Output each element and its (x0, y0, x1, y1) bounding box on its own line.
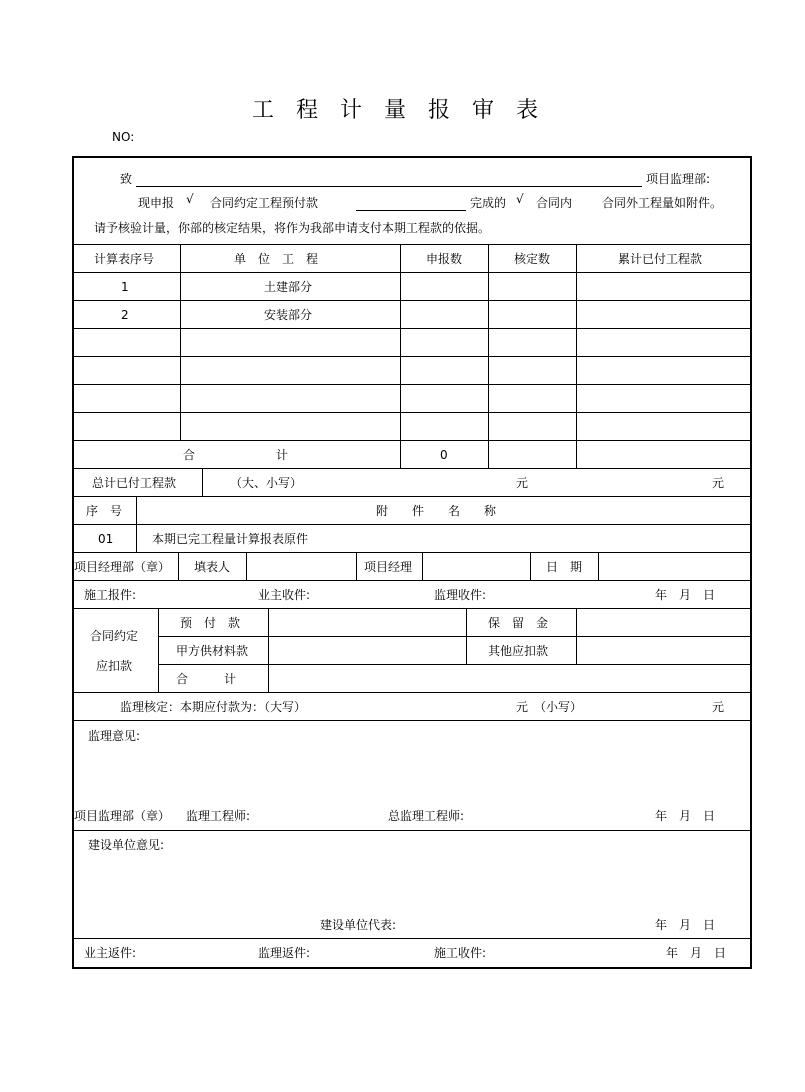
contractor-submit-label: 施工报件: (84, 588, 137, 602)
completed-label: 完成的 (470, 196, 507, 210)
grid-line (158, 664, 750, 665)
grid-line (74, 580, 750, 581)
grid-line (202, 468, 203, 496)
grid-line (74, 938, 750, 939)
grid-line (74, 552, 750, 553)
col-header-calc-no: 计算表序号 (94, 252, 155, 266)
deduction-subtotal-label: 合 计 (176, 672, 237, 686)
chief-supervisor-label: 总监理工程师: (388, 809, 465, 823)
grid-line (74, 412, 750, 413)
grid-line (74, 384, 750, 385)
advance-payment-label: 预 付 款 (180, 616, 241, 630)
declare-label: 现申报 (138, 196, 175, 210)
pm-dept-label: 项目经理部（章） (74, 560, 171, 574)
supervising-engineer-label: 监理工程师: (186, 809, 251, 823)
col-header-verified: 核定数 (514, 252, 551, 266)
total-paid-label: 总计已付工程款 (92, 476, 177, 490)
grid-line (74, 440, 750, 441)
col-header-declared: 申报数 (426, 252, 463, 266)
attachment-item-no: 01 (98, 532, 114, 546)
recipient-underline[interactable] (136, 186, 642, 187)
col-header-cumulative-paid: 累计已付工程款 (618, 252, 703, 266)
supervisor-dept-label: 项目监理部（章） (74, 809, 171, 823)
verify-label: 监理核定：本期应付款为：（大写） (120, 700, 307, 714)
other-deduction-label: 其他应扣款 (488, 644, 549, 658)
supervisor-return-label: 监理返件: (258, 946, 311, 960)
grid-line (466, 608, 467, 664)
grid-line (74, 692, 750, 693)
page-title: 工程计量报审表 (252, 98, 561, 123)
pm-label: 项目经理 (364, 560, 413, 574)
grid-line (422, 552, 423, 580)
grid-line (576, 608, 577, 664)
form-number-label: NO: (112, 130, 135, 144)
grid-line (74, 468, 750, 469)
amount-underline[interactable] (356, 210, 466, 211)
supervisor-receive-label: 监理收件: (434, 588, 487, 602)
grid-line (246, 552, 247, 580)
receipt-date: 年 月 日 (655, 588, 716, 602)
filler-label: 填表人 (194, 560, 231, 574)
grid-line (356, 552, 357, 580)
attachment-name-header: 附 件 名 称 (376, 504, 497, 518)
grid-line (74, 272, 750, 273)
table-row-name: 土建部分 (264, 280, 313, 294)
grid-line (598, 552, 599, 580)
out-contract-label: 合同外工程量如附件。 (602, 196, 723, 210)
grid-line (74, 608, 750, 609)
verify-yuan: 元 (712, 700, 725, 714)
request-text: 请予核验计量，你部的核定结果，将作为我部申请支付本期工程款的依据。 (94, 221, 491, 235)
total-declared-value: 0 (440, 448, 448, 462)
grid-line (180, 244, 181, 440)
contractor-receive-label: 施工收件: (434, 946, 487, 960)
date-label: 日 期 (546, 560, 583, 574)
grid-line (74, 356, 750, 357)
check-mark-in-contract[interactable]: √ (516, 192, 524, 206)
retention-label: 保 留 金 (488, 616, 549, 630)
advance-label: 合同约定工程预付款 (210, 196, 319, 210)
grid-line (136, 496, 137, 552)
deduction-label-b: 应扣款 (96, 659, 133, 673)
grid-line (400, 244, 401, 468)
to-label: 致 (120, 172, 133, 186)
verify-small-caps: 元 （小写） (516, 700, 583, 714)
grid-line (74, 244, 750, 245)
total-label-b: 计 (276, 448, 289, 462)
supervisor-opinion-date: 年 月 日 (655, 809, 716, 823)
grid-line (74, 524, 750, 525)
total-paid-yuan-1: 元 (516, 476, 529, 490)
grid-line (178, 552, 179, 580)
check-mark-advance[interactable]: √ (186, 192, 194, 206)
grid-line (74, 496, 750, 497)
total-label-a: 合 (183, 448, 196, 462)
grid-line (268, 608, 269, 692)
total-paid-yuan-2: 元 (712, 476, 725, 490)
in-contract-label: 合同内 (536, 196, 573, 210)
grid-line (158, 608, 159, 692)
owner-opinion-date: 年 月 日 (655, 918, 716, 932)
grid-line (158, 636, 750, 637)
grid-line (74, 720, 750, 721)
grid-line (530, 552, 531, 580)
table-row-no: 1 (121, 280, 129, 294)
col-header-unit-project: 单 位 工 程 (234, 252, 319, 266)
owner-rep-label: 建设单位代表: (320, 918, 397, 932)
to-suffix: 项目监理部: (646, 172, 711, 186)
supervisor-opinion-label: 监理意见: (88, 729, 141, 743)
owner-opinion-label: 建设单位意见: (88, 838, 165, 852)
attachment-no-header: 序 号 (86, 504, 123, 518)
table-row-no: 2 (121, 308, 129, 322)
owner-return-label: 业主返件: (84, 946, 137, 960)
grid-line (74, 300, 750, 301)
owner-receive-label: 业主收件: (258, 588, 311, 602)
owner-materials-label: 甲方供材料款 (176, 644, 249, 658)
grid-line (74, 830, 750, 831)
grid-line (576, 244, 577, 468)
attachment-item-name: 本期已完工程量计算报表原件 (152, 532, 309, 546)
table-row-name: 安装部分 (264, 308, 313, 322)
total-paid-caps: （大、小写） (230, 476, 303, 490)
grid-line (74, 328, 750, 329)
return-date: 年 月 日 (666, 946, 727, 960)
grid-line (488, 244, 489, 468)
deduction-label-a: 合同约定 (90, 629, 139, 643)
